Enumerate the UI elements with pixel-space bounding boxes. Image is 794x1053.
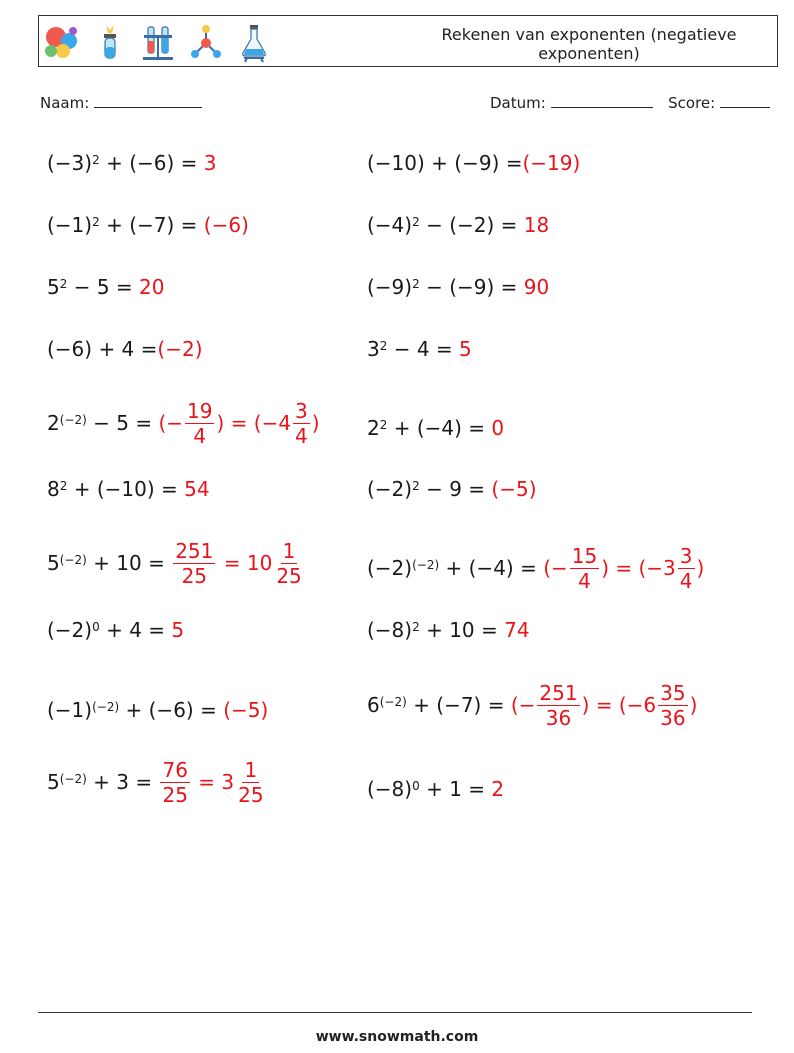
expression-rest: + 10 = [86,551,172,575]
expression-rest: − 9 = [419,477,492,501]
expression-base: 8 [47,477,60,501]
answer-mixed-whole: ) = (−6 [581,693,657,717]
answer-mixed-fraction-numerator: 35 [660,680,686,705]
name-field [40,94,202,112]
answer-fraction-denominator: 4 [193,423,207,448]
expression-rest: + 1 = [419,777,492,801]
problem-right-6: (−2) $^2$ − 9 = (−5) [367,477,537,501]
icon-strip [43,20,273,64]
answer-mixed-fraction [274,539,303,588]
date-label: Datum: [490,94,546,112]
answer-fraction-denominator: 25 [181,563,208,588]
problem-right-4: 3 $^2$ − 4 = 5 [367,337,472,361]
expression-base: (−2) [47,618,93,642]
answer-fraction-numerator: 76 [162,757,188,782]
problem-left-8: (−2) $^0$ + 4 = 5 [47,618,185,642]
expression-rest: − (−2) = [419,213,524,237]
expression-base: (−1) [47,213,93,237]
answer: 74 [504,618,530,642]
problem-left-7: 5 $^{(-2)}$ + 10 = $\frac{251}{25}$ = 10 $\frac{1}{25}$ [47,538,302,588]
answer-fraction-numerator: 15 [571,543,598,568]
answer-fraction-denominator: 25 [162,782,188,807]
expression-rest: + (−4) = [439,556,544,580]
answer-suffix: ) [696,556,705,580]
expression-base: (−8) [367,777,413,801]
expression-base: 3 [367,337,380,361]
answer-fraction-numerator: 19 [187,398,213,423]
expression-base: 2 [47,411,60,435]
answer-mixed-whole: = 10 [217,551,273,575]
answer-mixed-whole: = 3 [191,770,235,794]
expression-rest: + (−4) = [387,416,492,440]
name-label: Naam: [40,94,90,112]
flask-icon [235,21,273,63]
answer-mixed-fraction-numerator: 3 [679,543,693,568]
expression-base: (−1) [47,698,93,722]
answer-prefix: (− [510,693,536,717]
answer-mixed-fraction-numerator: 1 [282,538,296,563]
date-blank[interactable] [551,95,653,108]
answer-suffix: ) [689,693,698,717]
answer-fraction [173,539,215,588]
date-score-fields [490,94,770,112]
answer: 0 [491,416,505,440]
answer-suffix: ) [311,411,320,435]
expression-rest: + (−7) = [406,693,511,717]
answer: 2 [491,777,505,801]
answer-mixed-fraction-denominator: 36 [660,705,686,730]
expression-base: (−4) [367,213,413,237]
answer-mixed-fraction-denominator: 4 [679,568,693,593]
answer-mixed-fraction-denominator: 4 [295,423,308,448]
answer: (−5) [223,698,269,722]
expression-base: (−6) + 4 = [47,337,158,361]
problem-left-10: 5 $^{(-2)}$ + 3 = $\frac{76}{25}$ = 3 $\frac{1}{25}$ [47,757,264,807]
problem-left-9: (−1) $^{(-2)}$ + (−6) = (−5) [47,698,269,722]
molecules-icon [43,21,81,63]
test-tube-rack-icon [139,21,177,63]
expression-base: 5 [47,770,60,794]
expression-base: (−2) [367,556,413,580]
answer: (−5) [491,477,537,501]
problem-left-1: (−3) $^2$ + (−6) = 3 [47,151,217,175]
problem-right-5: 2 $^2$ + (−4) = 0 [367,416,505,440]
answer: 18 [523,213,550,237]
answer-fraction [185,399,214,448]
answer-fraction-numerator: 251 [175,538,214,563]
expression-rest: + (−6) = [119,698,224,722]
answer-mixed-whole: ) = (−4 [216,411,292,435]
expression-base: 6 [367,693,380,717]
answer-mixed-fraction-numerator: 1 [244,757,258,782]
score-blank[interactable] [720,95,770,108]
answer-mixed-fraction [236,758,265,807]
expression-base: (−2) [367,477,413,501]
problem-left-2: (−1) $^2$ + (−7) = (−6) [47,213,249,237]
expression-rest: − 5 = [86,411,159,435]
expression-base: 5 [47,275,60,299]
answer-prefix: (− [543,556,568,580]
problem-right-1 [367,133,580,193]
expression-rest: − 4 = [387,337,460,361]
problem-right-8: (−8) $^2$ + 10 = 74 [367,618,530,642]
problem-right-9: 6 $^{(-2)}$ + (−7) = (− $\frac{251}{36}$ ) = (−6 $\frac{35}{36}$ ) [367,680,698,730]
expression-rest: − 5 = [67,275,140,299]
expression-base: 2 [367,416,380,440]
answer: 54 [184,477,210,501]
answer: (−6) [203,213,249,237]
answer-mixed-fraction [658,681,687,730]
problem-right-3: (−9) $^2$ − (−9) = 90 [367,275,550,299]
answer-fraction-denominator: 4 [578,568,591,593]
molecule-model-icon [187,21,225,63]
header-box [38,15,778,67]
problem-right-7: (−2) $^{(-2)}$ + (−4) = (− $\frac{15}{4}$ ) = (−3 $\frac{3}{4}$ ) [367,543,705,593]
name-blank[interactable] [94,95,202,108]
problem-left-6: 8 $^2$ + (−10) = 54 [47,477,210,501]
expression-base: (−9) [367,275,413,299]
expression-rest: − (−9) = [419,275,524,299]
footer-url: www.snowmath.com [315,1029,479,1045]
problem-left-3: 5 $^2$ − 5 = 20 [47,275,165,299]
worksheet-title: Rekenen van exponenten (negatieve exponenten) [441,25,737,63]
problem-right-10: (−8) $^0$ + 1 = 2 [367,777,505,801]
answer-mixed-fraction [678,544,695,593]
answer-fraction [537,681,579,730]
answer: 20 [139,275,165,299]
expression-rest: + (−10) = [67,477,185,501]
answer: 5 [171,618,185,642]
expression-rest: + (−6) = [99,151,204,175]
answer-fraction-numerator: 251 [539,680,578,705]
answer-mixed-fraction-denominator: 25 [238,782,264,807]
answer-mixed-whole: ) = (−3 [601,556,676,580]
expression-rest: + 10 = [419,618,505,642]
problem-right-2: (−4) $^2$ − (−2) = 18 [367,213,550,237]
expression-rest: + 4 = [99,618,172,642]
footer-divider [38,1012,752,1013]
expression-base: (−3) [47,151,93,175]
answer-fraction [160,758,189,807]
answer-mixed-fraction-denominator: 25 [276,563,302,588]
expression-base: (−10) + (−9) = [367,151,523,175]
answer: 3 [203,151,217,175]
answer-prefix: (− [158,411,184,435]
problem-left-5: 2 $^{(-2)}$ − 5 = (− $\frac{19}{4}$ ) = (−4 $\frac{3}{4}$ ) [47,398,320,448]
answer: 5 [459,337,472,361]
answer: (−19) [522,151,581,175]
answer-mixed-fraction [293,399,310,448]
answer-fraction-denominator: 36 [545,705,572,730]
answer: 90 [523,275,550,299]
answer-mixed-fraction-numerator: 3 [295,398,308,423]
test-tube-icon [91,21,129,63]
expression-rest: + (−7) = [99,213,204,237]
expression-rest: + 3 = [86,770,159,794]
expression-base: (−8) [367,618,413,642]
answer: (−2) [157,337,203,361]
expression-base: 5 [47,551,60,575]
problem-left-4 [47,319,203,379]
score-label: Score: [668,94,716,112]
answer-fraction [570,544,599,593]
